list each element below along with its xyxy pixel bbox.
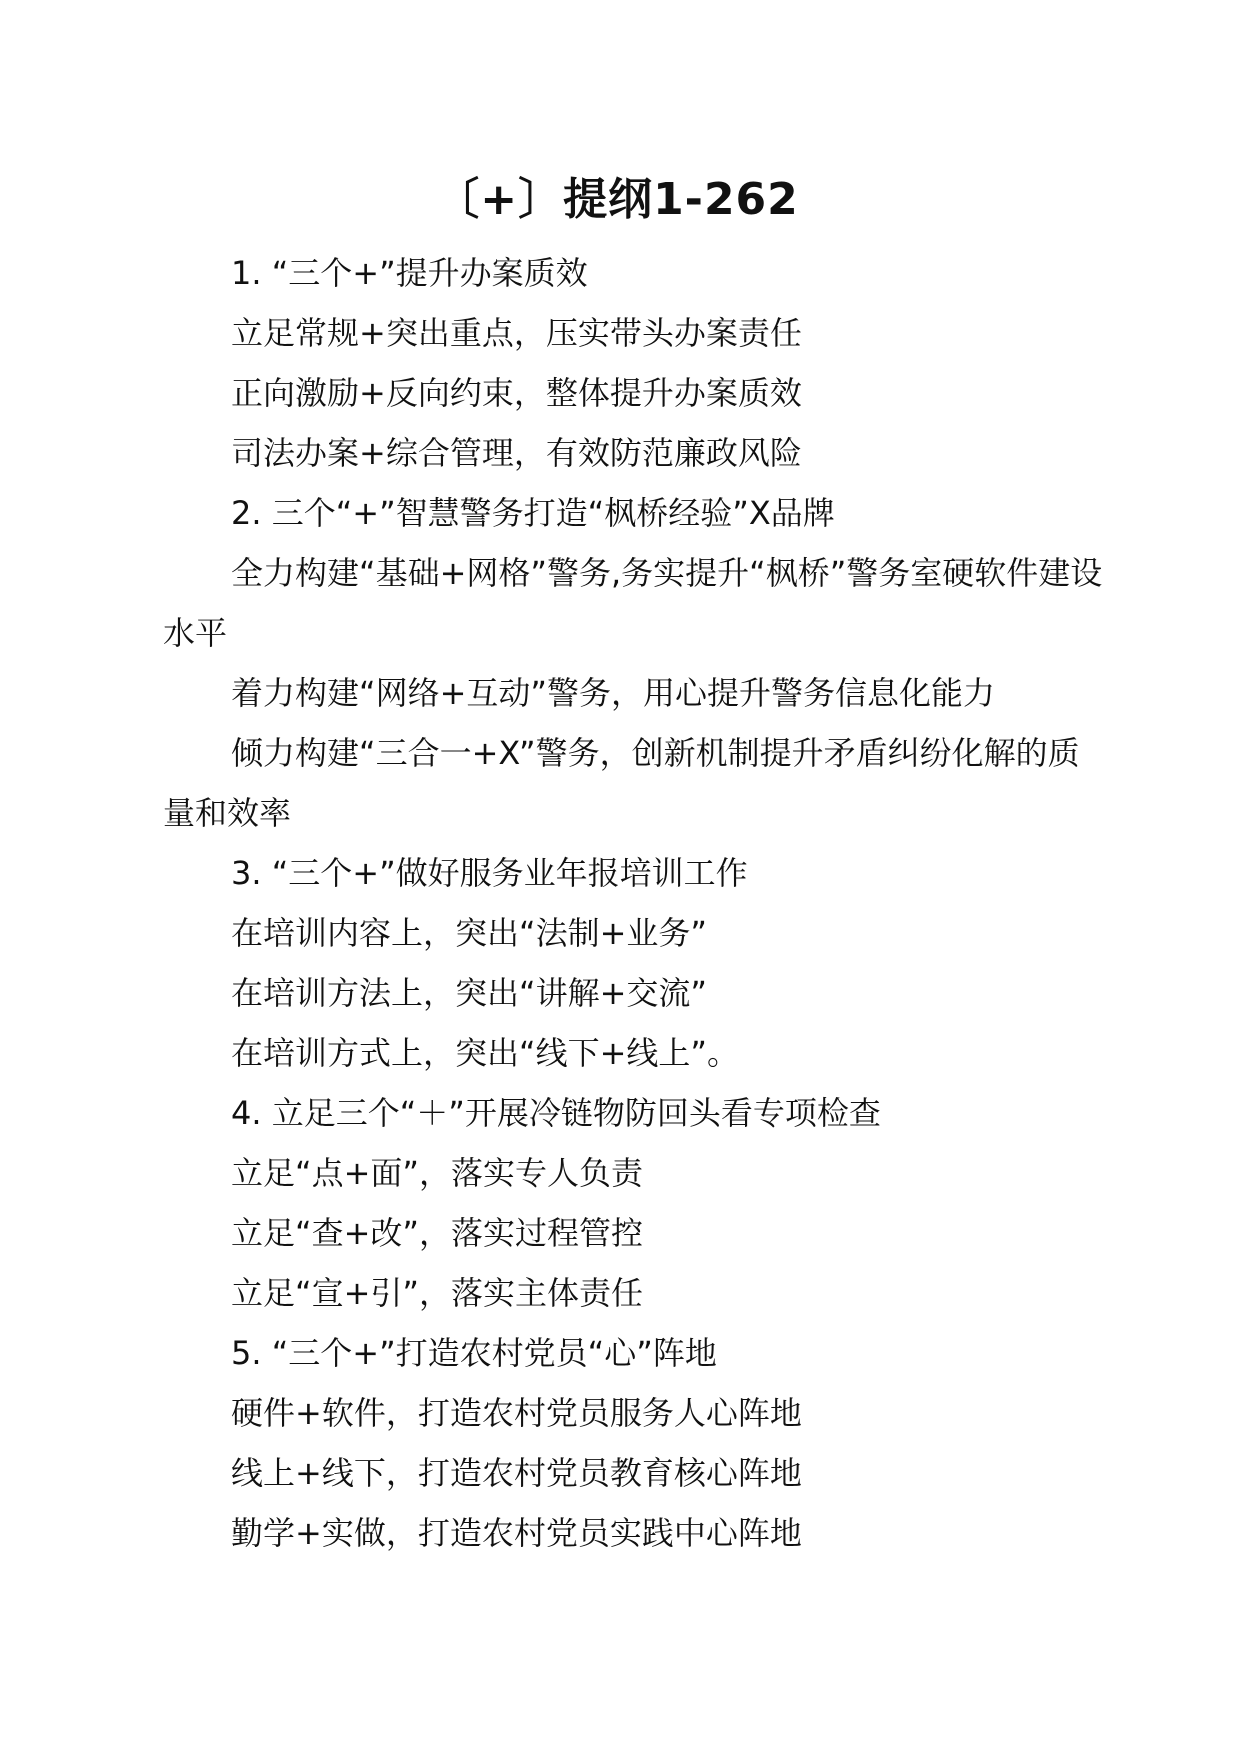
document-title: 〔+〕提纲1-262	[435, 174, 799, 225]
paragraph: 勤学+实做，打造农村党员实践中心阵地	[231, 1514, 802, 1552]
section-heading-5: 5. “三个+”打造农村党员“心”阵地	[231, 1334, 717, 1372]
section-heading-4: 4. 立足三个“＋”开展冷链物防回头看专项检查	[231, 1094, 881, 1132]
paragraph: 硬件+软件，打造农村党员服务人心阵地	[231, 1394, 802, 1432]
paragraph: 在培训方法上，突出“讲解+交流”	[231, 974, 707, 1012]
paragraph: 立足“点+面”，落实专人负责	[231, 1154, 643, 1192]
paragraph: 在培训内容上，突出“法制+业务”	[231, 914, 707, 952]
paragraph: 立足“宣+引”，落实主体责任	[231, 1274, 643, 1312]
paragraph: 倾力构建“三合一+X”警务，创新机制提升矛盾纠纷化解的质量和效率	[163, 734, 1080, 832]
paragraph: 在培训方式上，突出“线下+线上”。	[231, 1034, 739, 1072]
paragraph: 线上+线下，打造农村党员教育核心阵地	[231, 1454, 802, 1492]
document-body	[163, 243, 1111, 1563]
section-heading-2: 2. 三个“+”智慧警务打造“枫桥经验”X品牌	[231, 494, 835, 532]
paragraph: 着力构建“网络+互动”警务，用心提升警务信息化能力	[231, 674, 995, 712]
paragraph: 立足常规+突出重点，压实带头办案责任	[231, 314, 802, 352]
paragraph: 全力构建“基础+网格”警务,务实提升“枫桥”警务室硬软件建设水平	[163, 554, 1103, 652]
paragraph: 司法办案+综合管理，有效防范廉政风险	[231, 434, 802, 472]
section-heading-1: 1. “三个+”提升办案质效	[231, 254, 588, 292]
section-heading-3: 3. “三个+”做好服务业年报培训工作	[231, 854, 748, 892]
paragraph: 立足“查+改”，落实过程管控	[231, 1214, 643, 1252]
paragraph: 正向激励+反向约束，整体提升办案质效	[231, 374, 802, 412]
